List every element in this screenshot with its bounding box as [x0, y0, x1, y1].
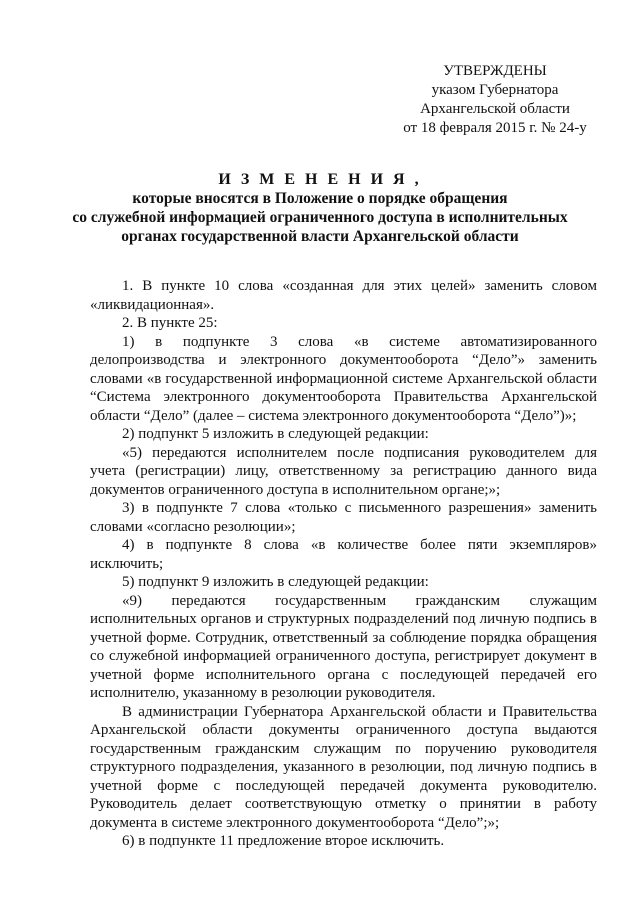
title-line-3: органах государственной власти Архангельской области [121, 228, 519, 245]
paragraph-subitem-6: 6) в подпункте 11 предложение второе исключить. [122, 833, 445, 849]
paragraph-administration: В администрации Губернатора Архангельской области и Правительства Архангельской области документы ограниченного доступа выдаются государственным гражданским служащим по поручению руководителя структурного подразделения, указанного в резолюции, под личную подпись в учетной форме с последующей передачей документа руководителю. Руководитель делает соответствующую отметку о принятии в работу документа в системе электронного документооборота “Дело”;»; [90, 703, 597, 831]
approval-stamp [380, 62, 610, 138]
approval-line-approved: УТВЕРЖДЕНЫ [443, 63, 547, 79]
title-line-1: которые вносятся в Положение о порядке обращения [132, 190, 508, 207]
document-body [90, 277, 597, 851]
paragraph-quote-5: «5) передаются исполнителем после подписания руководителем для учета (регистрации) лицу, ответственному за регистрацию данного вида документов ограниченного доступа в исполнительном органе;»; [90, 444, 597, 498]
title-line-2: со служебной информацией ограниченного доступа в исполнительных [72, 209, 568, 226]
paragraph-subitem-3: 3) в подпункте 7 слова «только с письменного разрешения» заменить словами «согласно резолюции»; [90, 500, 597, 535]
paragraph-item-1: 1. В пункте 10 слова «созданная для этих целей» заменить словом «ликвидационная». [90, 278, 597, 313]
paragraph-quote-9: «9) передаются государственным гражданским служащим исполнительных органов и структурных подразделений под личную подпись в учетной форме. Сотрудник, ответственный за соблюдение порядка обращения со служебной информацией ограниченного доступа, регистрирует документ в учетной форме исполнительного органа с последующей передачей его исполнителю, указанному в резолюции руководителя. [90, 592, 597, 701]
paragraph-item-2: 2. В пункте 25: [122, 315, 218, 331]
paragraph-subitem-5: 5) подпункт 9 изложить в следующей редакции: [122, 574, 429, 590]
paragraph-subitem-2: 2) подпункт 5 изложить в следующей редакции: [122, 426, 429, 442]
paragraph-subitem-1: 1) в подпункте 3 слова «в системе автоматизированного делопроизводства и электронного документооборота “Дело”» заменить словами «в государственной информационной системе Архангельской области “Система электронного документооборота Правительства Архангельской области “Дело” (далее – система электронного документооборота “Дело”)»; [90, 333, 597, 424]
document-title [40, 170, 600, 246]
approval-line-date: от 18 февраля 2015 г. № 24-у [403, 120, 587, 136]
approval-line-decree: указом Губернатора [431, 82, 559, 98]
title-heading: И З М Е Н Е Н И Я , [218, 171, 422, 188]
paragraph-subitem-4: 4) в подпункте 8 слова «в количестве более пяти экземпляров» исключить; [90, 537, 597, 572]
approval-line-region: Архангельской области [420, 101, 570, 117]
